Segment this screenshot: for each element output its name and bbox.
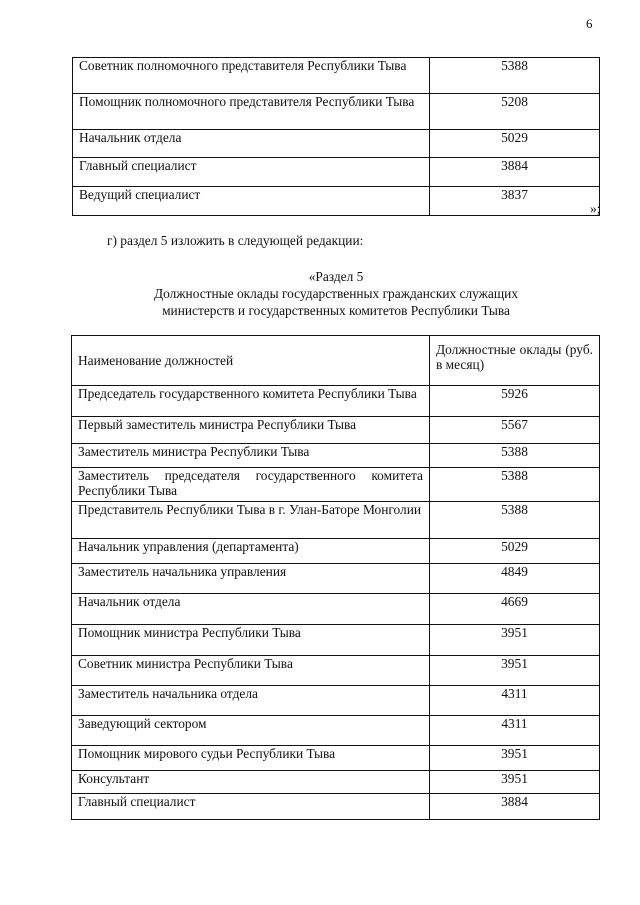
salary-value: 5388 xyxy=(430,468,600,502)
table-row xyxy=(72,794,600,820)
table-row xyxy=(72,417,600,444)
position-name: Начальник отдела xyxy=(73,130,430,158)
page-number: 6 xyxy=(586,16,593,31)
table-header-row xyxy=(72,336,600,386)
salary-value: 3837 xyxy=(430,187,600,216)
salary-value: 4311 xyxy=(430,686,600,716)
position-name: Председатель государственного комитета Республики Тыва xyxy=(72,386,430,417)
table-row xyxy=(72,444,600,468)
salary-value: 5208 xyxy=(430,94,600,130)
column-header-salary: Должностные оклады (руб. в месяц) xyxy=(430,336,600,386)
position-name: Помощник министра Республики Тыва xyxy=(72,625,430,656)
position-name: Консультант xyxy=(72,771,430,794)
position-name: Заместитель председателя государственного комитета Республики Тыва xyxy=(72,468,430,502)
salary-value: 3951 xyxy=(430,746,600,771)
column-header-positions: Наименование должностей xyxy=(72,336,430,386)
salary-value: 5388 xyxy=(430,444,600,468)
table-row xyxy=(72,594,600,625)
salary-value: 5388 xyxy=(430,58,600,94)
table-row xyxy=(72,386,600,417)
salary-value: 5388 xyxy=(430,502,600,539)
table-row xyxy=(73,94,600,130)
salary-value: 4849 xyxy=(430,564,600,594)
table-row xyxy=(73,158,600,187)
position-name: Помощник полномочного представителя Республики Тыва xyxy=(73,94,430,130)
position-name: Первый заместитель министра Республики Тыва xyxy=(72,417,430,444)
salary-table-continued xyxy=(72,57,600,216)
table-row xyxy=(73,187,600,216)
salary-value: 5029 xyxy=(430,130,600,158)
table-row xyxy=(72,686,600,716)
table-row xyxy=(72,539,600,564)
section-heading-subtitle: министерств и государственных комитетов Республики Тыва xyxy=(162,303,510,318)
table-row xyxy=(72,716,600,746)
salary-value: 3951 xyxy=(430,625,600,656)
table-row xyxy=(72,564,600,594)
table-row xyxy=(73,130,600,158)
salary-value: 4669 xyxy=(430,594,600,625)
table-row xyxy=(72,746,600,771)
salary-value: 5926 xyxy=(430,386,600,417)
table-row xyxy=(72,625,600,656)
table-row xyxy=(72,771,600,794)
salary-value: 4311 xyxy=(430,716,600,746)
table-row xyxy=(72,468,600,502)
salary-value: 3951 xyxy=(430,656,600,686)
position-name: Представитель Республики Тыва в г. Улан-Баторе Монголии xyxy=(72,502,430,539)
salary-value: 5029 xyxy=(430,539,600,564)
position-name: Начальник отдела xyxy=(72,594,430,625)
position-name: Помощник мирового судьи Республики Тыва xyxy=(72,746,430,771)
amendment-instruction: г) раздел 5 изложить в следующей редакции: xyxy=(107,233,364,248)
section-heading-number: «Раздел 5 xyxy=(308,269,364,284)
section-heading-title: Должностные оклады государственных гражданских служащих xyxy=(153,286,519,301)
position-name: Заместитель министра Республики Тыва xyxy=(72,444,430,468)
position-name: Советник министра Республики Тыва xyxy=(72,656,430,686)
salary-value: 5567 xyxy=(430,417,600,444)
position-name: Главный специалист xyxy=(73,158,430,187)
closing-quote-mark: »; xyxy=(590,201,601,216)
salary-value: 3884 xyxy=(430,158,600,187)
position-name: Заместитель начальника управления xyxy=(72,564,430,594)
position-name: Ведущий специалист xyxy=(73,187,430,216)
table-row xyxy=(72,656,600,686)
salary-value: 3884 xyxy=(430,794,600,820)
position-name: Начальник управления (департамента) xyxy=(72,539,430,564)
salary-value: 3951 xyxy=(430,771,600,794)
position-name: Заведующий сектором xyxy=(72,716,430,746)
position-name: Заместитель начальника отдела xyxy=(72,686,430,716)
salary-table-section-5 xyxy=(71,335,600,820)
table-row xyxy=(72,502,600,539)
position-name: Главный специалист xyxy=(72,794,430,820)
table-row xyxy=(73,58,600,94)
position-name: Советник полномочного представителя Республики Тыва xyxy=(73,58,430,94)
